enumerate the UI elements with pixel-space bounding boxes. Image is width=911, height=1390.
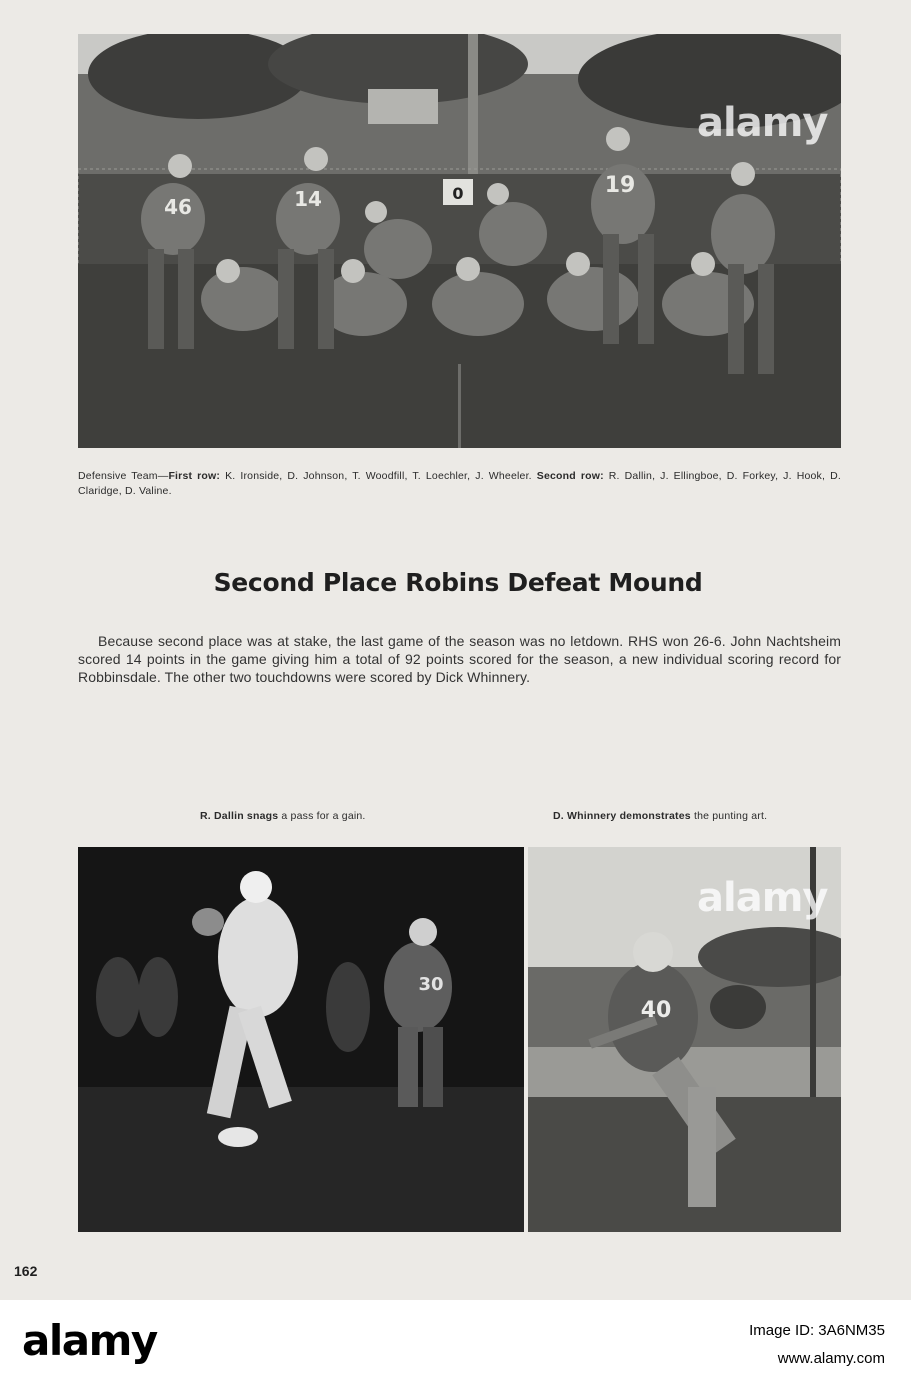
jersey-number: 14 xyxy=(294,187,322,211)
pass-caption-rest: a pass for a gain. xyxy=(278,810,366,822)
scoreboard-number: 0 xyxy=(452,184,464,203)
article-body: Because second place was at stake, the last game of the season was no letdown. RHS won 26-6. John Nachtsheim scored 14 points in the game giving him a total of 92 points scored for the season, a new individual scoring record for Robbinsdale. The other two touchdowns were scored by Dick Whinnery. xyxy=(78,633,841,685)
first-row-names: K. Ironside, D. Johnson, T. Woodfill, T. Loechler, J. Wheeler. xyxy=(220,470,537,482)
punt-caption-rest: the punting art. xyxy=(690,810,768,822)
first-row-label: First row: xyxy=(168,470,221,482)
jersey-number: 40 xyxy=(640,998,672,1023)
site-url: www.alamy.com xyxy=(777,1350,885,1367)
punt-photo-caption xyxy=(553,810,767,822)
jersey-number: 46 xyxy=(164,195,192,219)
image-id: Image ID: 3A6NM35 xyxy=(749,1322,885,1339)
watermark: alamy xyxy=(697,875,828,921)
second-row-names: R. Dallin, J. Ellingboe, D. Forkey, J. Hook, D. Claridge, D. Valine. xyxy=(78,470,841,497)
jersey-number: 30 xyxy=(418,974,444,995)
pass-photo-caption xyxy=(200,810,366,822)
second-row-label: Second row: xyxy=(536,470,604,482)
team-caption xyxy=(78,469,841,499)
alamy-logo: alamy xyxy=(22,1316,157,1365)
pass-catch-photo xyxy=(78,847,524,1232)
defensive-team-photo xyxy=(78,34,841,448)
watermark: alamy xyxy=(697,100,828,146)
punt-caption-bold: D. Whinnery demonstrates xyxy=(553,810,691,822)
caption-label: Defensive Team— xyxy=(78,470,169,482)
pass-caption-bold: R. Dallin snags xyxy=(200,810,279,822)
article-headline: Second Place Robins Defeat Mound xyxy=(213,568,703,597)
page-number: 162 xyxy=(14,1263,38,1279)
jersey-number: 19 xyxy=(604,173,636,198)
